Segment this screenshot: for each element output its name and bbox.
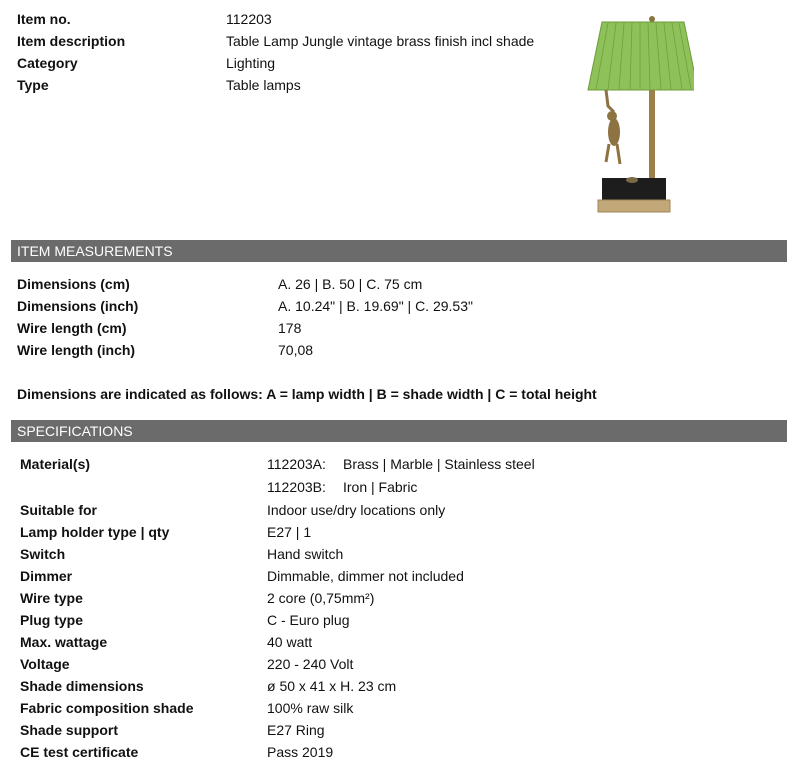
spec-value: E27 | 1 [267, 524, 312, 540]
type-label: Type [17, 77, 49, 93]
measurement-value: A. 26 | B. 50 | C. 75 cm [278, 276, 423, 292]
spec-value: Pass 2019 [267, 744, 334, 760]
item-description-label: Item description [17, 33, 126, 49]
product-image [584, 14, 694, 214]
measurement-value: 70,08 [278, 342, 314, 358]
category-value: Lighting [226, 55, 276, 71]
measurement-value: A. 10.24" | B. 19.69" | C. 29.53" [278, 298, 473, 314]
spec-label: CE test certificate [20, 744, 139, 760]
spec-label: Shade dimensions [20, 678, 144, 694]
specifications-header: SPECIFICATIONS [11, 420, 787, 442]
category-label: Category [17, 55, 78, 71]
spec-value: 220 - 240 Volt [267, 656, 354, 672]
spec-label: Plug type [20, 612, 84, 628]
spec-value: ø 50 x 41 x H. 23 cm [267, 678, 397, 694]
item-measurements-header: ITEM MEASUREMENTS [11, 240, 787, 262]
measurement-label: Dimensions (inch) [17, 298, 139, 314]
item-description-value: Table Lamp Jungle vintage brass finish incl shade [226, 33, 535, 49]
spec-value: C - Euro plug [267, 612, 350, 628]
material-a-value: Brass | Marble | Stainless steel [343, 456, 535, 472]
material-a-code: 112203A: [267, 456, 326, 472]
spec-label: Dimmer [20, 568, 73, 584]
spec-label: Max. wattage [20, 634, 108, 650]
spec-label: Lamp holder type | qty [20, 524, 170, 540]
spec-value: 40 watt [267, 634, 313, 650]
spec-label: Suitable for [20, 502, 98, 518]
spec-label: Fabric composition shade [20, 700, 194, 716]
spec-value: E27 Ring [267, 722, 325, 738]
spec-label: Switch [20, 546, 66, 562]
spec-value: 100% raw silk [267, 700, 354, 716]
measurement-value: 178 [278, 320, 302, 336]
spec-value: 2 core (0,75mm²) [267, 590, 375, 606]
item-no-value: 112203 [226, 11, 272, 27]
spec-label: Shade support [20, 722, 119, 738]
spec-value: Indoor use/dry locations only [267, 502, 446, 518]
spec-value: Hand switch [267, 546, 344, 562]
material-b-value: Iron | Fabric [343, 479, 418, 495]
measurement-label: Dimensions (cm) [17, 276, 130, 292]
spec-label: Voltage [20, 656, 70, 672]
spec-value: Dimmable, dimmer not included [267, 568, 464, 584]
type-value: Table lamps [226, 77, 301, 93]
item-no-label: Item no. [17, 11, 71, 27]
dimensions-note: Dimensions are indicated as follows: A = lamp width | B = shade width | C = total height [17, 386, 597, 402]
material-b-code: 112203B: [267, 479, 326, 495]
measurement-label: Wire length (cm) [17, 320, 127, 336]
spec-label: Wire type [20, 590, 83, 606]
material-label: Material(s) [20, 456, 91, 472]
measurement-label: Wire length (inch) [17, 342, 136, 358]
